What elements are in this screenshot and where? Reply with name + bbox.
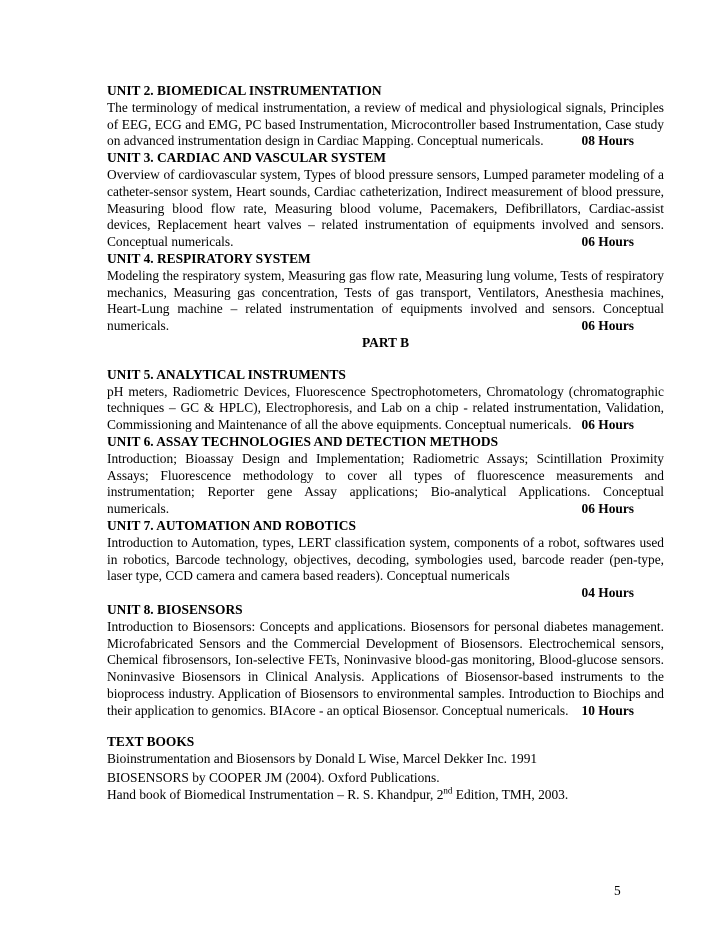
unit4-section (107, 251, 664, 335)
unit7-title: UNIT 7. AUTOMATION AND ROBOTICS (107, 517, 356, 533)
unit4-title: UNIT 4. RESPIRATORY SYSTEM (107, 250, 311, 266)
unit3-section (107, 150, 664, 251)
unit2-title: UNIT 2. BIOMEDICAL INSTRUMENTATION (107, 83, 382, 98)
unit4-body: Modeling the respiratory system, Measuring gas flow rate, Measuring lung volume, Tests of respiratory mechanics, Measuring gas concentration, Tests of gas transport, Ventilators, Anesthesia machines, Heart-Lung machine – related instrumentation of equipments involved and sensors. Conceptual numericals. 06 Hours (107, 267, 664, 334)
unit7-body: Introduction to Automation, types, LERT classification system, components of a robot, softwares used in robotics, Barcode technology, objectives, decoding, symbologies used, barcode reader (pen-type, laser type, CCD camera and camera based readers). Conceptual numericals (107, 534, 664, 584)
unit3-body: Overview of cardiovascular system, Types of blood pressure sensors, Lumped parameter modeling of a catheter-sensor system, Heart sounds, Cardiac catheterization, Indirect measurement of blood pressure, Measuring blood flow rate, Measuring blood volume, Pacemakers, Defibrillators, Cardiac-assist devices, Replacement heart valves – related instrumentation of equipments involved and sensors. Conceptual numericals. 06 Hours (107, 166, 664, 250)
text-book-2: BIOSENSORS by COOPER JM (2004). Oxford Publications. (107, 770, 440, 786)
unit2-section (107, 83, 664, 150)
syllabus-page (107, 83, 664, 804)
unit3-hours: 06 Hours (581, 234, 634, 250)
unit2-hours: 08 Hours (581, 133, 634, 149)
unit8-hours: 10 Hours (581, 702, 634, 718)
unit6-title: UNIT 6. ASSAY TECHNOLOGIES AND DETECTION METHODS (107, 433, 499, 449)
unit8-title: UNIT 8. BIOSENSORS (107, 601, 243, 617)
unit5-hours: 06 Hours (581, 417, 634, 433)
text-book-1: Bioinstrumentation and Biosensors by Donald L Wise, Marcel Dekker Inc. 1991 (107, 751, 538, 767)
unit5-title: UNIT 5. ANALYTICAL INSTRUMENTS (107, 366, 346, 382)
unit7-section (107, 518, 664, 602)
unit7-hours: 04 Hours (581, 585, 634, 601)
unit6-section (107, 434, 664, 518)
unit5-section (107, 367, 664, 434)
unit2-body: The terminology of medical instrumentation, a review of medical and physiological signals, Principles of EEG, ECG and EMG, PC based Instrumentation, Microcontroller based Instrumentation, Case study on advanced instrumentation design in Cardiac Mapping. Conceptual numericals. 08 Hours (107, 99, 664, 149)
unit6-hours: 06 Hours (581, 501, 634, 517)
unit5-body: pH meters, Radiometric Devices, Fluorescence Spectrophotometers, Chromatology (chromatographic techniques – GC & HPLC), Electrophoresis, and Lab on a chip - related instrumentation, Validation, Commissioning and Maintenance of all the above equipments. Conceptual numericals. 06 Hours (107, 383, 664, 433)
page-number: 5 (614, 883, 621, 898)
text-books-section (107, 734, 664, 803)
unit4-hours: 06 Hours (581, 318, 634, 334)
unit8-body: Introduction to Biosensors: Concepts and applications. Biosensors for personal diabetes management. Microfabricated Sensors and the Commercial Development of Biosensors. Electrochemical sensors, Chemical fibrosensors, Ion-selective FETs, Noninvasive blood-gas monitoring, Blood-glucose sensors. Noninvasive Biosensors in Clinical Analysis. Applications of Biosensor-based instruments to the bioprocess industry. Application of Biosensors to environmental samples. Introduction to Biochips and their application to genomics. BIAcore - an optical Biosensor. Conceptual numericals. 10 Hours (107, 618, 664, 718)
unit8-section (107, 602, 664, 720)
unit3-title: UNIT 3. CARDIAC AND VASCULAR SYSTEM (107, 150, 387, 166)
text-book-3: Hand book of Biomedical Instrumentation – R. S. Khandpur, 2nd Edition, TMH, 2003. (107, 785, 569, 802)
text-books-heading: TEXT BOOKS (107, 734, 195, 750)
unit6-body: Introduction; Bioassay Design and Implementation; Radiometric Assays; Scintillation Proximity Assays; Fluorescence methodology to cover all types of fluorescence measurements and instrumentation; Reporter gene Assay applications; Bio-analytical Applications. Conceptual numericals. 06 Hours (107, 450, 664, 517)
part-b-heading: PART B (361, 334, 410, 350)
